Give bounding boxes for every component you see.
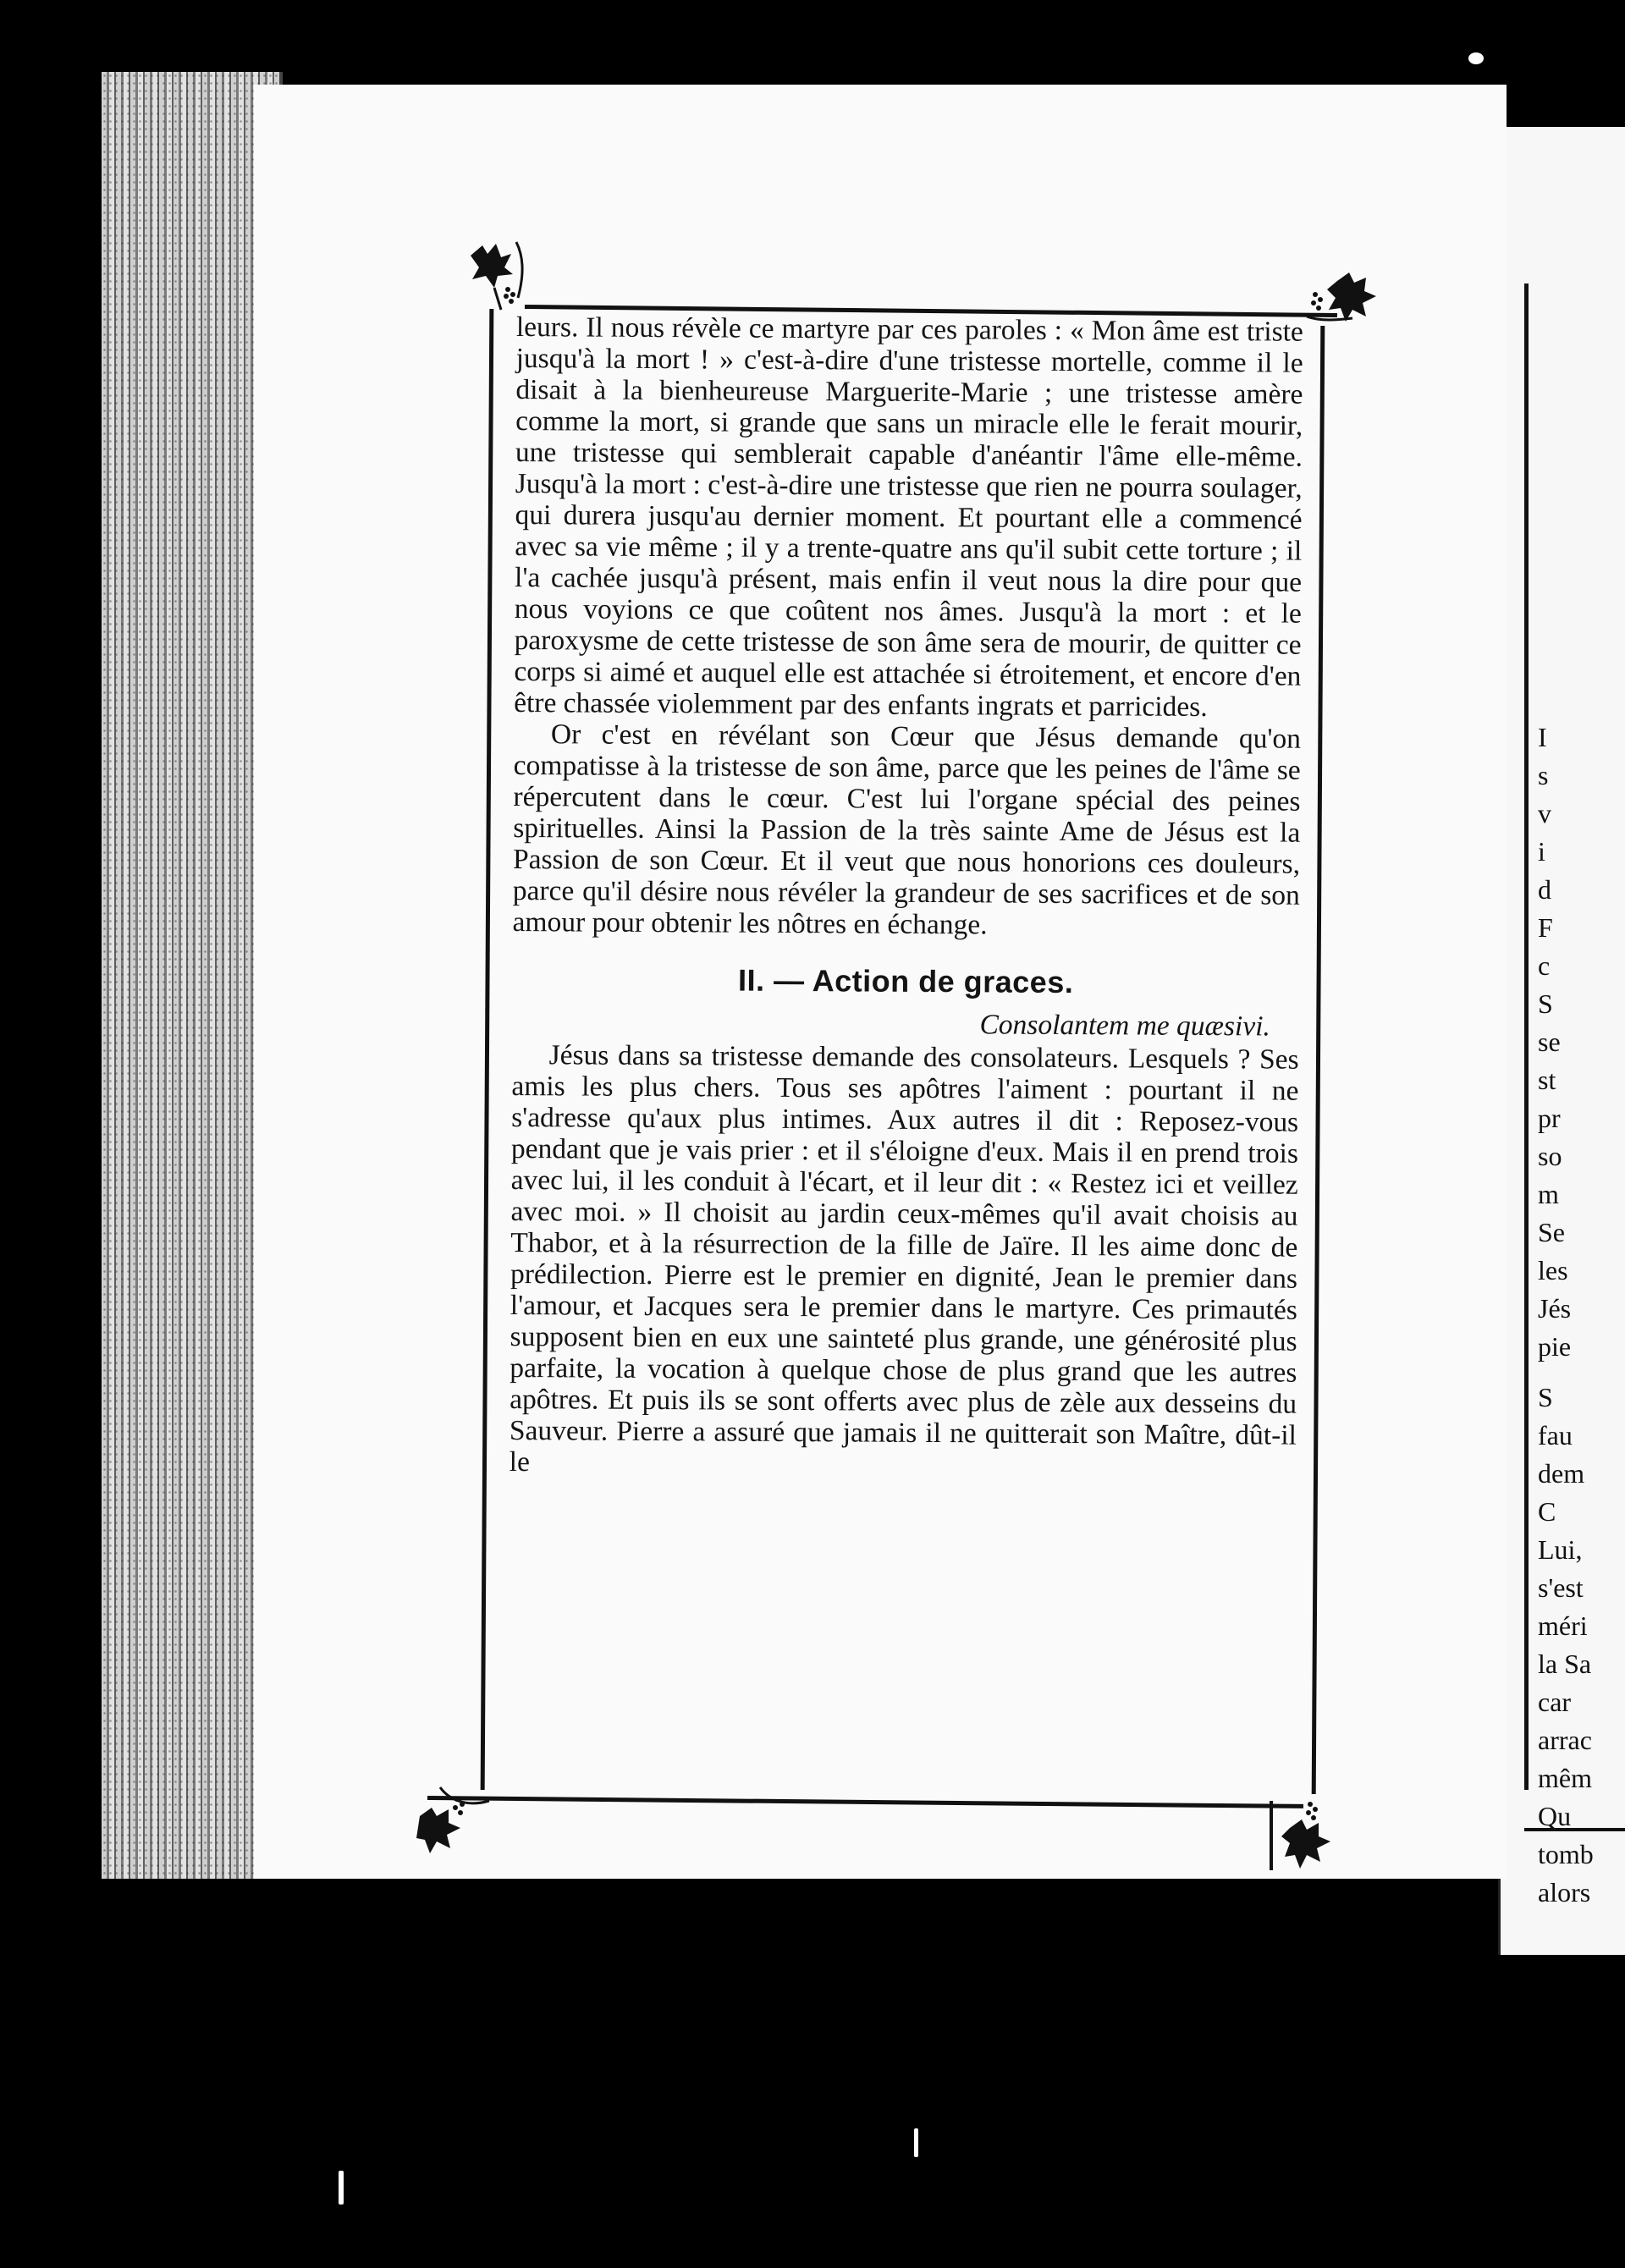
facing-page <box>1498 127 1625 1955</box>
facing-page-fragment: v <box>1538 798 1551 828</box>
facing-page-fragment: tomb <box>1538 1839 1594 1869</box>
facing-page-fragment: fau <box>1538 1420 1573 1451</box>
facing-page-frame-line <box>1524 284 1529 1790</box>
scan-speck <box>1468 52 1484 64</box>
facing-page-fragment: Se <box>1538 1217 1565 1247</box>
facing-page-fragment: mêm <box>1538 1763 1592 1793</box>
scan-speck <box>339 2171 344 2205</box>
grape-vine-ornament-bottom-left-icon <box>415 1782 491 1854</box>
page-text-block <box>510 311 1303 1483</box>
facing-page-fragment: Jés <box>1538 1293 1572 1324</box>
latin-epigraph: Consolantem me quæsivi. <box>979 1009 1270 1043</box>
facing-page-fragment: st <box>1538 1065 1556 1095</box>
grape-vine-ornament-top-left-icon <box>464 239 532 315</box>
facing-page-fragment: S <box>1538 1382 1553 1412</box>
facing-page-fragment: se <box>1538 1027 1561 1057</box>
facing-page-fragment: m <box>1538 1179 1559 1209</box>
facing-page-fragment: s'est <box>1538 1572 1584 1603</box>
paragraph-consolers: Jésus dans sa tristesse demande des consolateurs. Lesquels ? Ses amis les plus chers. Tous ses apôtres l'aiment : pourtant il ne s'adresse qu'aux plus intimes. Aux autres il dit : Reposez-vous pendant que je vais prier : et il s'éloigne d'eux. Mais il en prend trois avec lui, il les conduit à l'écart, et il leur dit : « Restez ici et veillez avec moi. » Il choisit au jardin ceux-mêmes qu'il avait choisis au Thabor, et à la résurrection de la fille de Jaïre. Il les aime donc de prédilection. Pierre est le premier en dignité, Jean le premier dans l'amour, et Jacques sera le premier dans le martyre. Ces primautés supposent bien en eux une sainteté plus grande, une générosité plus parfaite, la vocation à quelque chose de plus grand que les autres apôtres. Et puis ils se sont offerts avec plus de zèle aux desseins du Sauveur. Pierre a assuré que jamais il ne quitterait son Maître, dût-il le <box>509 1039 1299 1478</box>
scan-speck <box>914 2128 918 2157</box>
facing-page-fragment: S <box>1538 988 1553 1019</box>
facing-page-fragment: dem <box>1538 1458 1585 1489</box>
facing-page-fragment: pr <box>1538 1103 1561 1133</box>
paragraph-heart-passion: Or c'est en révélant son Cœur que Jésus demande qu'on compatisse à la tristesse de son âme, parce que les peines de l'âme se répercutent dans le cœur. C'est lui l'organe spécial des peines spirituelles. Ainsi la Passion de la très sainte Ame de Jésus est la Passion de son Cœur. Et il veut que nous honorions ces douleurs, parce qu'il désire nous révéler la grandeur de ses sacrifices et de son amour pour obtenir les nôtres en échange. <box>512 718 1302 941</box>
facing-page-fragment: d <box>1538 874 1551 905</box>
facing-page-fragment: Lui, <box>1538 1534 1583 1565</box>
facing-page-fragment: alors <box>1538 1877 1591 1907</box>
grape-vine-ornament-top-right-icon <box>1303 269 1380 341</box>
facing-page-fragment: la Sa <box>1538 1649 1592 1679</box>
facing-page-fragment: s <box>1538 760 1549 790</box>
facing-page-fragment: Qu <box>1538 1801 1572 1831</box>
facing-page-fragment: i <box>1538 836 1545 867</box>
facing-page-fragment: arrac <box>1538 1725 1592 1755</box>
facing-page-fragment: F <box>1538 912 1553 943</box>
facing-page-fragment: so <box>1538 1141 1562 1171</box>
facing-page-fragment: méri <box>1538 1610 1588 1641</box>
facing-page-fragment: car <box>1538 1687 1572 1717</box>
facing-page-fragment: C <box>1538 1496 1556 1527</box>
paragraph-continuation: leurs. Il nous révèle ce martyre par ces paroles : « Mon âme est triste jusqu'à la mort ! » c'est-à-dire d'une tristesse mortelle, comme il le disait à la bienheureuse Marguerite-Marie ; une tristesse amère comme la mort, si grande que sans un miracle elle le ferait mourir, une tristesse qui semblerait capable d'anéantir l'âme elle-même. Jusqu'à la mort : c'est-à-dire une tristesse que rien ne pourra soulager, qui durera jusqu'au dernier moment. Et pourtant elle a commencé avec sa vie même ; il y a trente-quatre ans qu'il subit cette torture ; il l'a cachée jusqu'à présent, mais enfin il veut nous la dire pour que nous voyions ce que coûtent nos âmes. Jusqu'à la mort : et le paroxysme de cette tristesse de son âme sera de mourir, de quitter ce corps si aimé et auquel elle est attachée si étroitement, et encore d'en être chassée violemment par des enfants ingrats et parricides. <box>514 311 1303 723</box>
facing-page-fragment: les <box>1538 1255 1568 1285</box>
facing-page-fragment: I <box>1538 722 1547 752</box>
facing-page-fragment: c <box>1538 950 1551 981</box>
grape-vine-ornament-bottom-right-icon <box>1259 1794 1336 1874</box>
facing-page-fragment: pie <box>1538 1331 1572 1362</box>
section-heading: II. — Action de graces. <box>737 962 1074 1000</box>
